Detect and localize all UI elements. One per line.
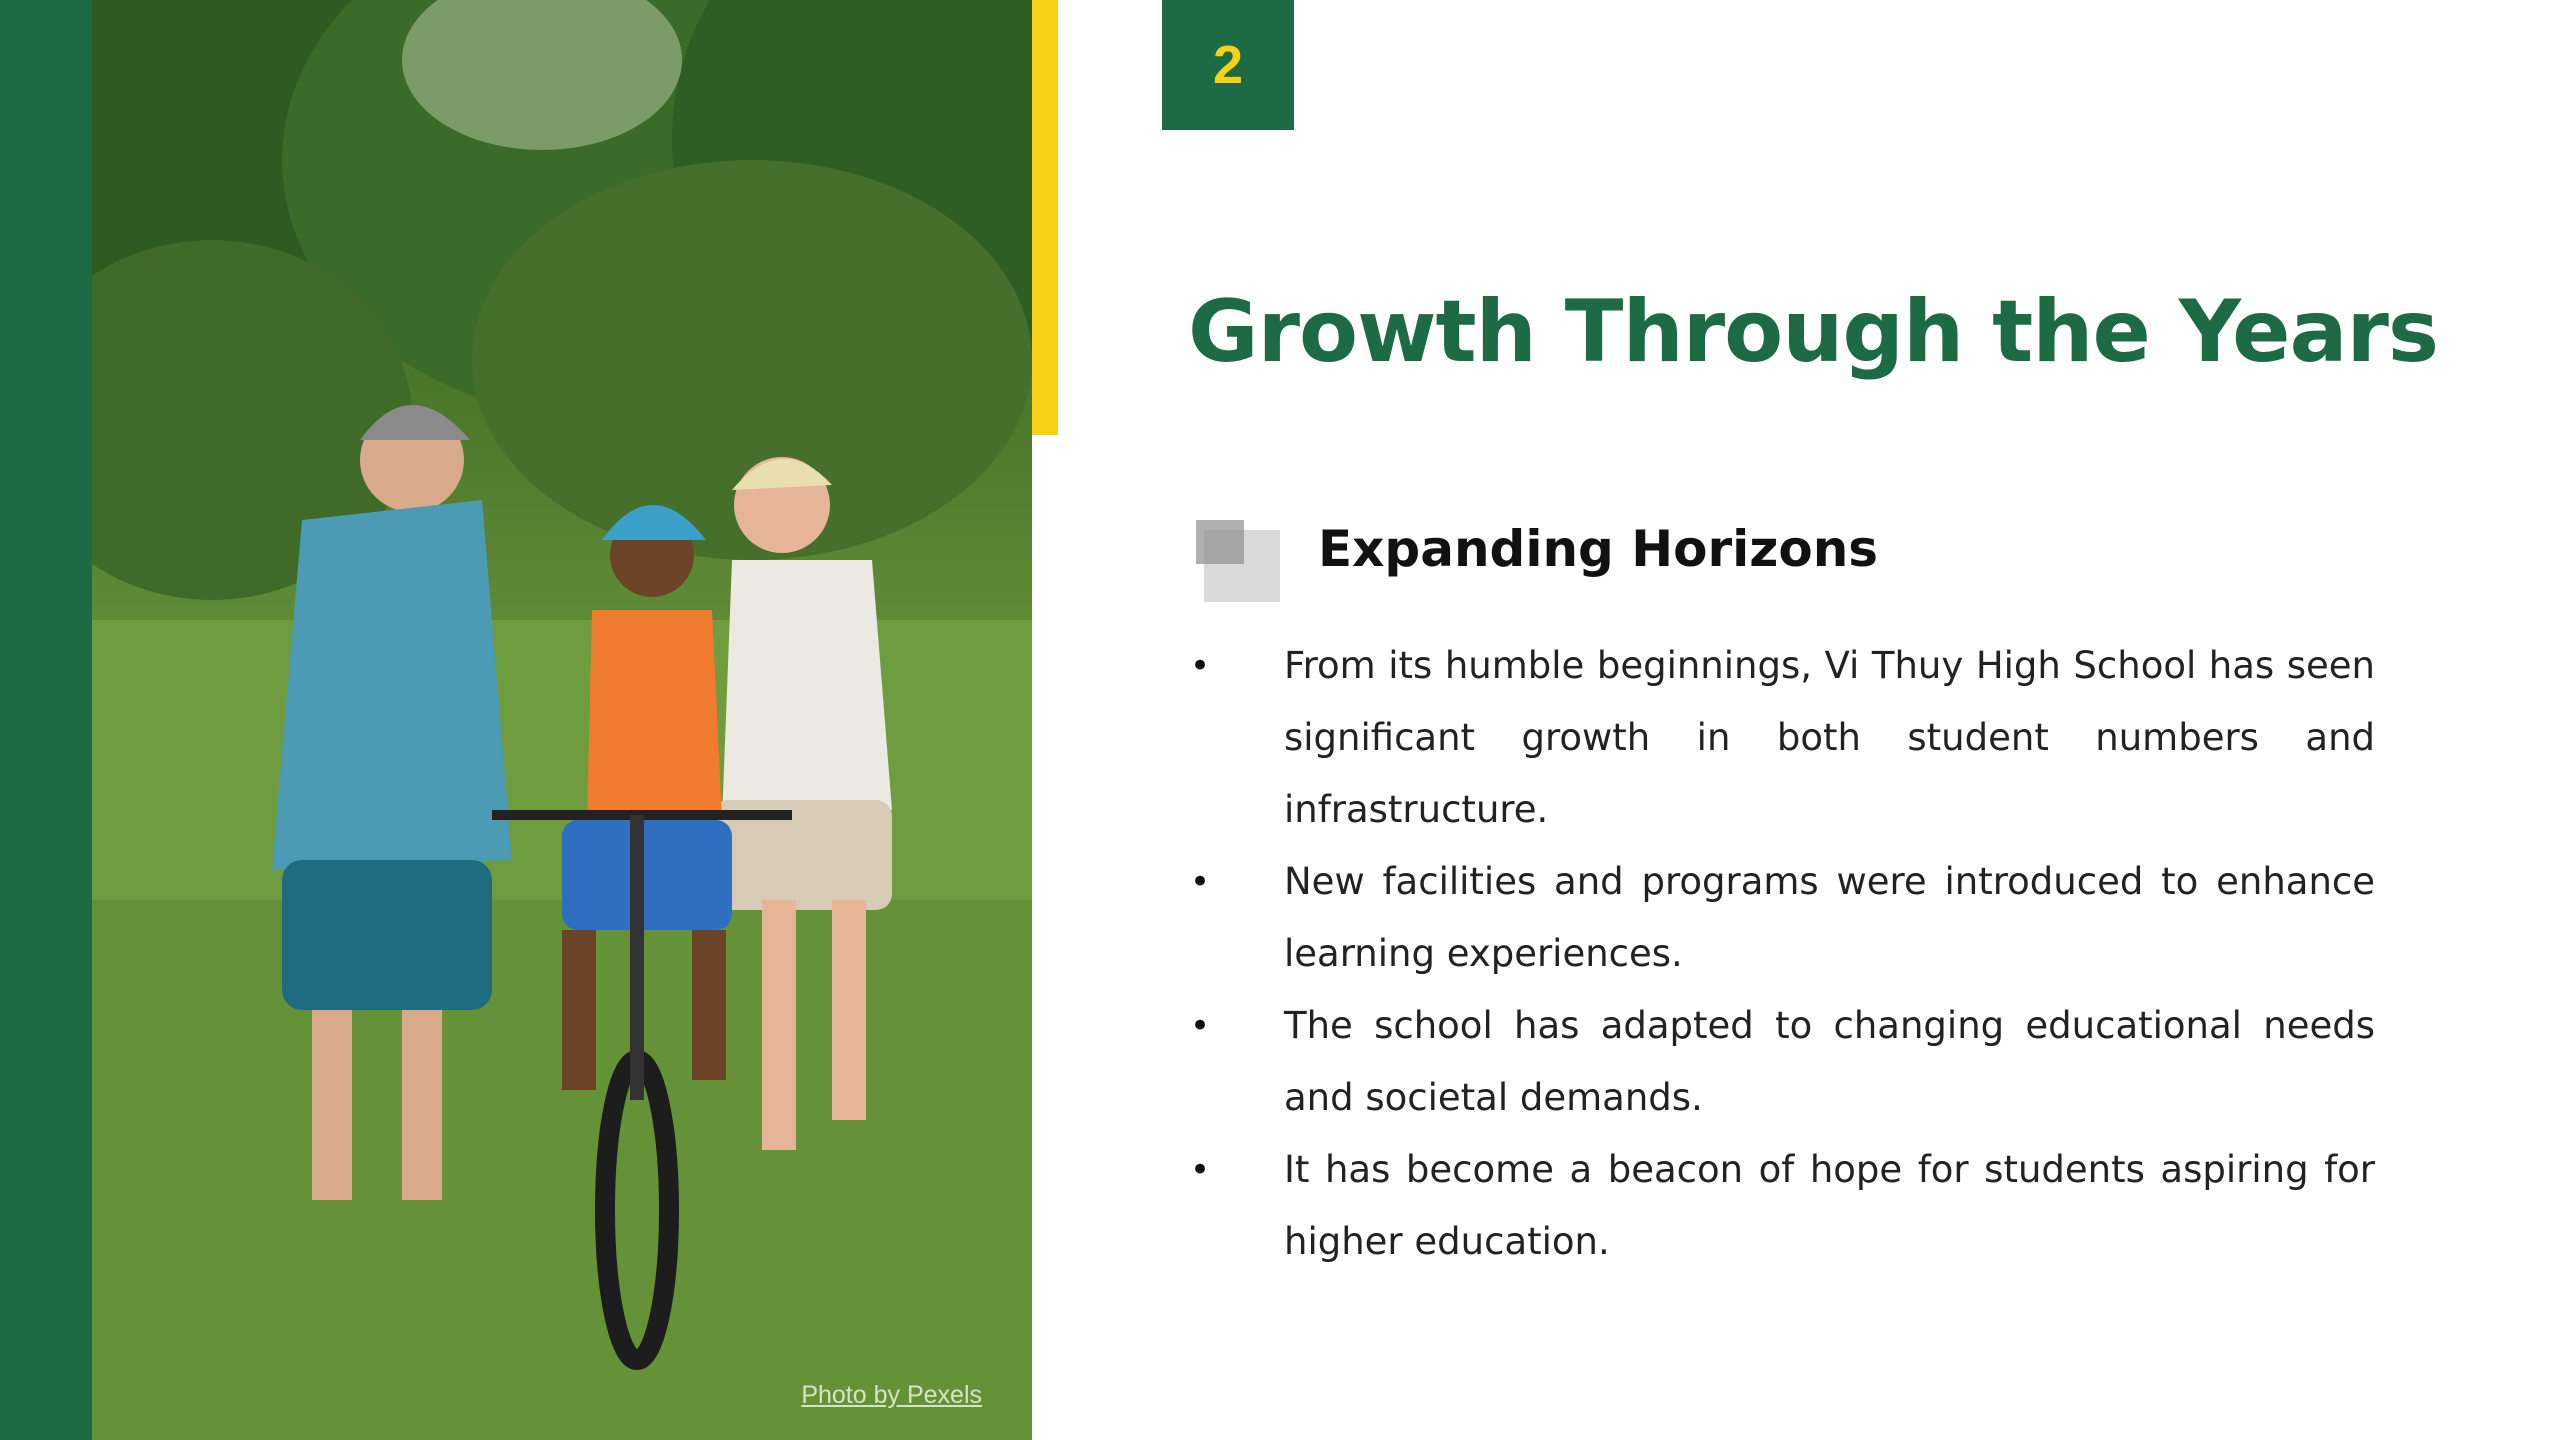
bullet-text: The school has adapted to changing educational needs and societal demands. <box>1284 1004 2375 1119</box>
yellow-accent-bar <box>1032 0 1058 435</box>
bullet-item <box>1190 1134 2375 1278</box>
photo-credit-link[interactable]: Photo by Pexels <box>801 1381 982 1409</box>
bullet-icon: • <box>1190 646 1211 686</box>
bullet-icon: • <box>1190 862 1211 902</box>
bullet-text: From its humble beginnings, Vi Thuy High School has seen significant growth in both student numbers and infrastructure. <box>1284 644 2375 831</box>
bullet-item <box>1190 990 2375 1134</box>
bullet-text: New facilities and programs were introduced to enhance learning experiences. <box>1284 860 2375 975</box>
slide-number-badge: 2 <box>1162 0 1294 130</box>
family-bike-photo <box>92 0 1032 1440</box>
bullet-icon: • <box>1190 1150 1211 1190</box>
slide-title: Growth Through the Years <box>1188 282 2439 382</box>
bullet-item <box>1190 630 2375 846</box>
stacked-squares-icon <box>1196 520 1280 602</box>
bullet-list <box>1190 630 2375 1278</box>
bullet-text: It has become a beacon of hope for students aspiring for higher education. <box>1284 1148 2375 1263</box>
section-heading: Expanding Horizons <box>1318 520 1879 578</box>
bullet-item <box>1190 846 2375 990</box>
bullet-icon: • <box>1190 1006 1211 1046</box>
left-green-band <box>0 0 92 1440</box>
